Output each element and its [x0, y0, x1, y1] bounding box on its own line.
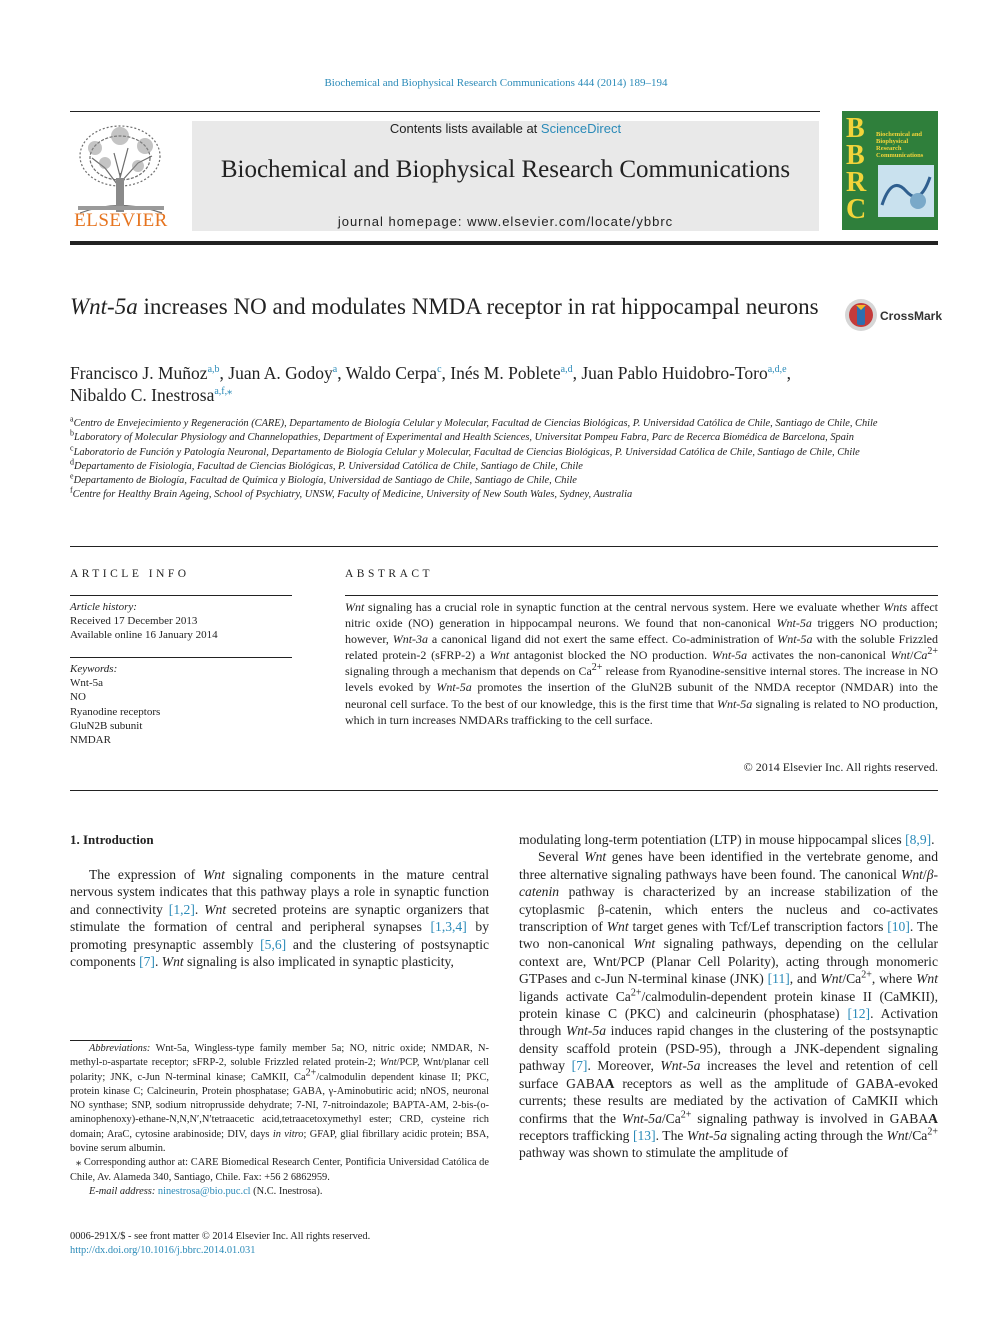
abstract-heading: ABSTRACT [345, 568, 434, 580]
author-affiliation-sup[interactable]: a [332, 364, 338, 376]
author-affiliation-sup[interactable]: c [437, 364, 442, 376]
doi-link[interactable]: http://dx.doi.org/10.1016/j.bbrc.2014.01.031 [70, 1245, 256, 1257]
abstract-copyright: © 2014 Elsevier Inc. All rights reserved. [743, 760, 938, 774]
cover-letter: R [846, 167, 867, 198]
cover-artwork [878, 165, 934, 217]
article-info-rule [70, 595, 292, 596]
affiliation-sup: d [70, 457, 74, 467]
author-separator: , [441, 363, 451, 383]
citation-link[interactable]: [13] [632, 1127, 656, 1143]
affiliation-text: Centro de Envejecimiento y Regeneración (CARE), Departamento de Biología Celular y Molecular, Facultad de Ciencias Biológicas, P. Universidad Católica de Chile, Santiago de Chile, Chile [73, 418, 878, 429]
footnote-rule [70, 1040, 132, 1041]
abstract-rule [345, 595, 938, 596]
history-label: Article history: [70, 601, 137, 613]
author-name[interactable]: Francisco J. Muñoz [70, 363, 208, 383]
abbreviations-footnote: Abbreviations: Wnt-5a, Wingless-type family member 5a; NO, nitric oxide; NMDAR, N-methyl-d-aspartate receptor; sFRP-2, soluble Frizzled related protein-2; Wnt/PCP, Wnt/planar cell polarity; JNK, c-Jun N-terminal kinase; CaMKII, $Ca^{2+}$/calmodulin dependent kinase II; PKC, protein kinase C; Calcineurin, Protein phosphatase; GABA, γ-Aminobutiric acid; nNOS, neuronal NO synthase; SNP, sodium nitroprusside dehydrate; 7-NI, 7-nitroindazole; BAPTA-AM, 2-bis-(o-aminophenoxy)-ethane-N,N,N′,N′tetraacetic acid,tetraacetoxymethyl ester; CRD, cysteine rich domain; AraC, cytosine arabinoside; DIV, days in vitro; GFAP, glial fibrillary acidic protein; BSA, bovine serum albumin. [70, 1043, 490, 1155]
keywords-rule [70, 657, 292, 658]
affiliation-item [70, 414, 938, 431]
article-meta [70, 1230, 370, 1259]
citation-link[interactable]: [7] [571, 1058, 588, 1074]
affiliation-item [70, 457, 938, 474]
email-link[interactable]: ninestrosa@bio.puc.cl [157, 1185, 251, 1197]
contents-prefix: Contents lists available at [389, 121, 541, 136]
cover-letter: B [846, 113, 865, 144]
affiliation-sup: a [70, 414, 74, 424]
homepage-line [192, 214, 819, 229]
citation-link[interactable]: [8,9] [905, 832, 932, 847]
keyword-item: NMDAR [70, 734, 111, 747]
keyword-item: NO [70, 691, 86, 704]
sciencedirect-link[interactable]: ScienceDirect [540, 121, 622, 136]
cover-letter: B [846, 140, 865, 171]
author-affiliation-sup[interactable]: a,b [207, 364, 220, 376]
crossmark-icon[interactable] [843, 297, 879, 333]
affiliation-sup: c [70, 443, 74, 453]
section-divider [70, 546, 938, 547]
publisher-name: ELSEVIER [74, 210, 168, 231]
author-list [70, 362, 938, 406]
received-date: Received 17 December 2013 [70, 615, 198, 628]
affiliation-item [70, 488, 938, 502]
affiliation-list [70, 414, 938, 503]
citation-link[interactable]: [1,2] [168, 901, 195, 917]
author-name[interactable]: Juan A. Godoy [228, 363, 333, 383]
journal-title: Biochemical and Biophysical Research Communications [220, 156, 791, 183]
affiliation-text: Departamento de Biología, Facultad de Química y Biología, Universidad de Santiago de Chile, Santiago de Chile, Chile [73, 475, 577, 487]
affiliation-text: Laboratorio de Función y Patología Neuronal, Departamento de Biología Celular y Molecular, Facultad de Ciencias Biológicas, P. Universidad Católica de Chile, Santiago de Chile, Chile [73, 446, 860, 458]
corresponding-author: ⁎ Corresponding author at: CARE Biomedical Research Center, Pontificia Universidad Católica de Chile, Av. Alameda 340, Santiago, Chile. Fax: +56 2 6862959. [70, 1157, 489, 1183]
available-date: Available online 16 January 2014 [70, 629, 218, 642]
body-divider [70, 790, 938, 791]
affiliation-text: Laboratory of Molecular Physiology and Channelopathies, Department of Experimental and Health Sciences, Universitat Pompeu Fabra, Parc de Recerca Biomédica de Barcelona, Spain [74, 432, 855, 444]
keywords-label: Keywords: [70, 663, 118, 675]
author-affiliation-sup[interactable]: a,d,e [767, 364, 787, 376]
author-name[interactable]: Waldo Cerpa [345, 363, 438, 383]
affiliation-item [70, 443, 938, 460]
contents-line [192, 121, 819, 136]
affiliation-text: Departamento de Fisiología, Facultad de Ciencias Biológicas, P. Universidad Católica de Chile, Santiago de Chile, Chile [74, 460, 583, 472]
cover-letter: C [846, 194, 867, 225]
citation-link[interactable]: [7] [139, 954, 155, 970]
journal-citation[interactable]: Biochemical and Biophysical Research Communications 444 (2014) 189–194 [324, 77, 668, 89]
article-title [70, 292, 830, 322]
keyword-list [70, 662, 160, 747]
cover-artwork-graphic [878, 165, 934, 217]
citation-link[interactable]: [11] [767, 971, 790, 987]
cover-title: Biochemical and Biophysical Research Communications [876, 131, 924, 159]
email-label: E-mail address: [89, 1185, 158, 1197]
body-column-left: The expression of Wnt signaling components in the mature central nervous system indicates that this pathway plays a role in synaptic function and connectivity [1,2]. Wnt secreted proteins are synaptic organizers that stimulate the formation of central and peripheral synapses [1,3,4] by promoting presynaptic assembly [5,6] and the clustering of postsynaptic components [7]. Wnt signaling is also implicated in synaptic plasticity, [70, 867, 490, 970]
title-rest: increases NO and modulates NMDA receptor in rat hippocampal neurons [137, 294, 819, 319]
journal-cover[interactable] [842, 111, 938, 230]
author-separator: , [337, 363, 346, 383]
abbreviations-label: Abbreviations: [89, 1043, 151, 1054]
article-history [70, 600, 218, 643]
article-info-heading: ARTICLE INFO [70, 568, 190, 580]
author-separator: , [219, 363, 229, 383]
header-thick-rule [70, 241, 938, 245]
affiliation-sup: e [70, 471, 74, 481]
citation-link[interactable]: [12] [847, 1006, 871, 1022]
homepage-prefix: journal homepage: [337, 214, 468, 229]
keyword-item: Ryanodine receptors [70, 705, 161, 718]
affiliation-sup: b [70, 428, 74, 438]
citation-link[interactable]: [5,6] [260, 936, 287, 952]
author-name[interactable]: Juan Pablo Huidobro-Toro [581, 363, 768, 383]
citation-link[interactable]: [10] [887, 919, 910, 935]
crossmark-label[interactable]: CrossMark [880, 309, 943, 323]
keyword-item: Wnt-5a [70, 677, 103, 690]
footnotes [70, 1042, 489, 1199]
abstract-body: Wnt signaling has a crucial role in synaptic function at the central nervous system. Here we evaluate whether Wnts affect nitric oxide (NO) generation in hippocampal neurons. We found that non-canonical Wnt-5a triggers NO production; however, Wnt-3a a canonical ligand did not exert the same effect. Co-administration of Wnt-5a with the soluble Frizzled related protein-2 (sFRP-2) a Wnt antagonist blocked the NO production. Wnt-5a activates the non-canonical Wnt/$Ca^{2+}$ signaling through a mechanism that depends on $Ca^{2+}$ release from Ryanodine-sensitive internal stores. The increase in NO levels evoked by Wnt-5a promotes the insertion of the GluN2B subunit of the NMDA receptor (NMDAR) into the neuronal cell surface. To the best of our knowledge, this is the first time that Wnt-5a signaling is related to NO production, which in turn increases NMDARs trafficking to the cell surface. [345, 600, 939, 727]
author-name[interactable]: Inés M. Poblete [450, 363, 561, 383]
author-affiliation-sup[interactable]: a,d [560, 364, 573, 376]
keyword-item: GluN2B subunit [70, 719, 143, 732]
email-suffix: (N.C. Inestrosa). [250, 1185, 323, 1197]
citation-link[interactable]: [1,3,4] [430, 919, 467, 935]
author-separator: , [572, 363, 582, 383]
author-name[interactable]: Nibaldo C. Inestrosa [70, 385, 215, 405]
intro-heading: 1. Introduction [70, 832, 154, 847]
affiliation-item [70, 471, 938, 488]
body-column-right: modulating long-term potentiation (LTP) in mouse hippocampal slices [8,9]. Several Wnt genes have been identified in the vertebrate genome, and three alternative signaling pathways have been found. The canonical Wnt/β-catenin pathway is characterized by an increase stabilization of the cytoplasmic β-catenin, which enters the nucleus and co-activates transcription of Wnt target genes with Tcf/Lef transcription factors [10]. The two non-canonical Wnt signaling pathways, depending on the cellular context are, Wnt/PCP (Planar Cell Polarity), acting through monomeric GTPases and c-Jun N-terminal kinase (JNK) [11], and Wnt/$Ca^{2+}$, where Wnt ligands activate $Ca^{2+}/calmodulin$-dependent protein kinase II (CaMKII), protein kinase C (PKC) and calcineurin (phosphatase) [12]. Activation through Wnt-5a induces rapid changes in the clustering of the postsynaptic density scaffold protein (PSD-95), through a JNK-dependent signaling pathway [7]. Moreover, Wnt-5a increases the level and retention of cell surface GABAA receptors as well as the amplitude of GABA-evoked currents; these results are mediated by the activation of CaMKII which confirms that the Wnt-$5a/Ca^{2+}$ signaling pathway is involved in GABAA receptors trafficking [13]. The Wnt-5a signaling acting through the Wnt/$Ca^{2+}$ pathway was shown to stimulate the amplitude of [519, 832, 939, 1161]
homepage-url[interactable]: www.elsevier.com/locate/ybbrc [467, 214, 674, 229]
email-line [70, 1185, 489, 1199]
title-gene: Wnt-5a [70, 294, 138, 319]
affiliation-sup: f [70, 486, 73, 496]
author-separator: , [786, 363, 791, 383]
affiliation-text: Centre for Healthy Brain Ageing, School of Psychiatry, UNSW, Faculty of Medicine, University of New South Wales, Sydney, Australia [72, 489, 633, 501]
issn-line: 0006-291X/$ - see front matter © 2014 Elsevier Inc. All rights reserved. [70, 1231, 371, 1242]
affiliation-item [70, 428, 938, 445]
author-affiliation-sup[interactable]: a,f,⁎ [214, 386, 233, 398]
header-divider [70, 111, 820, 112]
